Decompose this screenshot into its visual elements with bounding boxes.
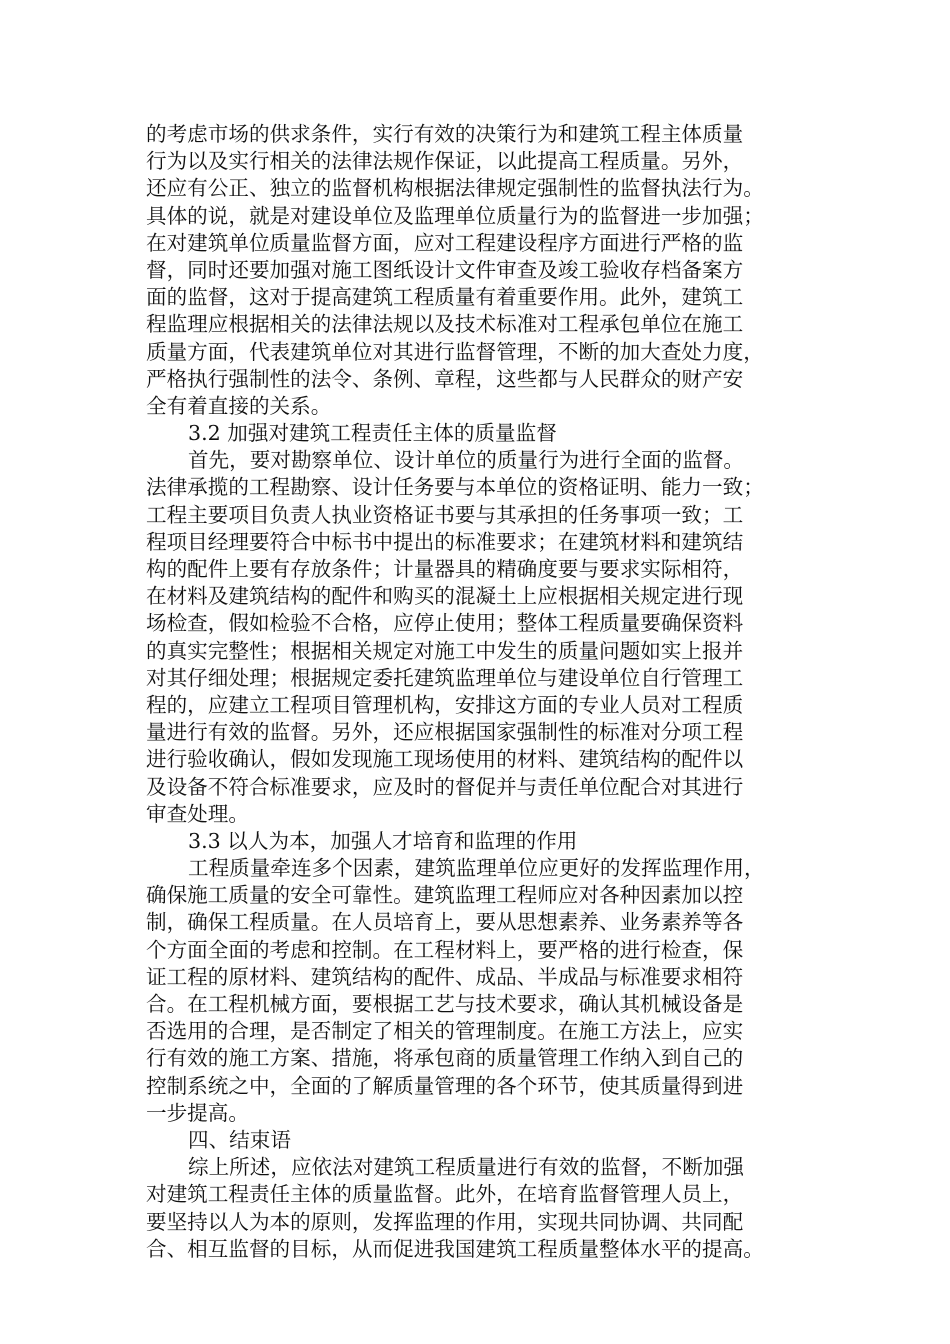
text-line: 场检查，假如检验不合格，应停止使用；整体工程质量要确保资料 xyxy=(146,611,744,636)
text-line: 3.2 加强对建筑工程责任主体的质量监督 xyxy=(188,421,557,446)
text-line: 程监理应根据相关的法律法规以及技术标准对工程承包单位在施工 xyxy=(146,312,744,337)
text-line: 对建筑工程责任主体的质量监督。此外，在培育监督管理人员上， xyxy=(146,1182,744,1207)
text-line: 在对建筑单位质量监督方面，应对工程建设程序方面进行严格的监 xyxy=(146,230,744,255)
text-line: 对其仔细处理；根据规定委托建筑监理单位与建设单位自行管理工 xyxy=(146,665,744,690)
body-paragraph xyxy=(146,121,806,420)
body-paragraph xyxy=(146,447,806,828)
text-line: 否选用的合理，是否制定了相关的管理制度。在施工方法上，应实 xyxy=(146,1019,744,1044)
text-line: 确保施工质量的安全可靠性。建筑监理工程师应对各种因素加以控 xyxy=(146,883,744,908)
text-line: 全有着直接的关系。 xyxy=(146,393,332,418)
text-line: 审查处理。 xyxy=(146,801,249,826)
text-line: 具体的说，就是对建设单位及监理单位质量行为的监督进一步加强； xyxy=(146,203,764,228)
text-line: 进行验收确认，假如发现施工现场使用的材料、建筑结构的配件以 xyxy=(146,747,744,772)
section-heading xyxy=(146,1127,806,1154)
text-line: 工程质量牵连多个因素，建筑监理单位应更好的发挥监理作用， xyxy=(188,856,765,881)
section-heading xyxy=(146,420,806,447)
text-line: 督，同时还要加强对施工图纸设计文件审查及竣工验收存档备案方 xyxy=(146,257,744,282)
text-line: 及设备不符合标准要求，应及时的督促并与责任单位配合对其进行 xyxy=(146,774,744,799)
text-line: 程项目经理要符合中标书中提出的标准要求；在建筑材料和建筑结 xyxy=(146,529,744,554)
text-line: 的真实完整性；根据相关规定对施工中发生的质量问题如实上报并 xyxy=(146,638,744,663)
text-line: 程的，应建立工程项目管理机构，安排这方面的专业人员对工程质 xyxy=(146,692,744,717)
text-line: 工程主要项目负责人执业资格证书要与其承担的任务事项一致；工 xyxy=(146,502,744,527)
document-body xyxy=(146,121,806,1263)
text-line: 量进行有效的监督。另外，还应根据国家强制性的标准对分项工程 xyxy=(146,720,744,745)
text-line: 首先，要对勘察单位、设计单位的质量行为进行全面的监督。 xyxy=(188,448,745,473)
text-line: 还应有公正、独立的监督机构根据法律规定强制性的监督执法行为。 xyxy=(146,176,764,201)
text-line: 四、结束语 xyxy=(188,1127,291,1152)
text-line: 在材料及建筑结构的配件和购买的混凝土上应根据相关规定进行现 xyxy=(146,584,744,609)
text-line: 质量方面，代表建筑单位对其进行监督管理，不断的加大查处力度， xyxy=(146,339,764,364)
text-line: 个方面全面的考虑和控制。在工程材料上，要严格的进行检查，保 xyxy=(146,937,744,962)
section-heading xyxy=(146,828,806,855)
body-paragraph xyxy=(146,1154,806,1263)
text-line: 严格执行强制性的法令、条例、章程，这些都与人民群众的财产安 xyxy=(146,366,744,391)
text-line: 合、相互监督的目标，从而促进我国建筑工程质量整体水平的提高。 xyxy=(146,1236,764,1261)
text-line: 3.3 以人为本，加强人才培育和监理的作用 xyxy=(188,828,578,853)
text-line: 综上所述，应依法对建筑工程质量进行有效的监督，不断加强 xyxy=(188,1155,745,1180)
text-line: 构的配件上要有存放条件；计量器具的精确度要与要求实际相符， xyxy=(146,557,744,581)
text-line: 要坚持以人为本的原则，发挥监理的作用，实现共同协调、共同配 xyxy=(146,1209,744,1234)
text-line: 制，确保工程质量。在人员培育上，要从思想素养、业务素养等各 xyxy=(146,910,744,935)
text-line: 控制系统之中，全面的了解质量管理的各个环节，使其质量得到进 xyxy=(146,1073,744,1098)
text-line: 证工程的原材料、建筑结构的配件、成品、半成品与标准要求相符 xyxy=(146,964,744,989)
text-line: 合。在工程机械方面，要根据工艺与技术要求，确认其机械设备是 xyxy=(146,992,744,1016)
text-line: 的考虑市场的供求条件，实行有效的决策行为和建筑工程主体质量 xyxy=(146,122,744,146)
text-line: 法律承揽的工程勘察、设计任务要与本单位的资格证明、能力一致； xyxy=(146,475,764,500)
text-line: 面的监督，这对于提高建筑工程质量有着重要作用。此外，建筑工 xyxy=(146,285,744,310)
text-line: 行为以及实行相关的法律法规作保证，以此提高工程质量。另外， xyxy=(146,149,744,174)
body-paragraph xyxy=(146,855,806,1127)
text-line: 行有效的施工方案、措施，将承包商的质量管理工作纳入到自己的 xyxy=(146,1046,744,1071)
text-line: 一步提高。 xyxy=(146,1100,249,1125)
